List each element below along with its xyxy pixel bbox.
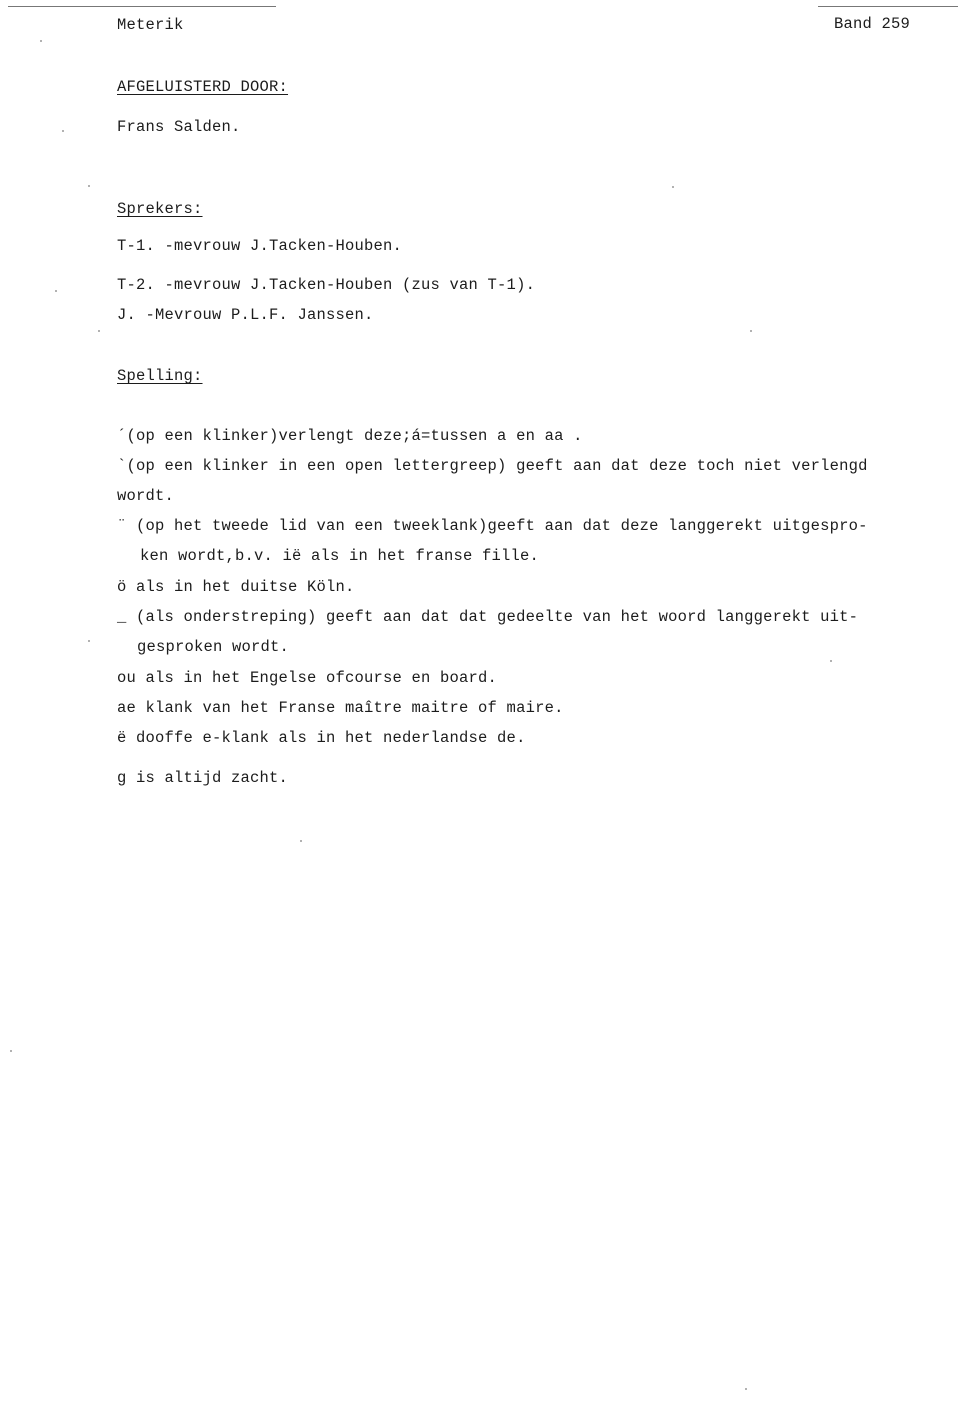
scan-speck [55,290,57,292]
header-place: Meterik [117,16,184,34]
spelling-line: ö als in het duitse Köln. [117,578,355,596]
scan-speck [672,186,674,188]
scan-speck [300,840,302,842]
speakers-label: Sprekers: [117,200,203,218]
scan-speck [88,640,90,642]
header-band: Band 259 [834,15,911,33]
speaker-item: J. -Mevrouw P.L.F. Janssen. [117,306,374,324]
spelling-line: gesproken wordt. [137,638,290,656]
spelling-line: ´(op een klinker)verlengt deze;á=tussen a en aa . [117,427,583,445]
spelling-line: ken wordt,b.v. ië als in het franse fille. [140,547,540,565]
spelling-line: ë dooffe e-klank als in het nederlandse de. [117,729,526,747]
spelling-line: `(op een klinker in een open lettergreep) geeft aan dat deze toch niet verlengd [117,457,868,475]
scan-speck [10,1050,12,1052]
scan-speck [88,185,90,187]
spelling-line: wordt. [117,487,175,505]
top-rule-left [8,6,276,7]
scan-speck [62,130,64,132]
spelling-line: ¨ (op het tweede lid van een tweeklank)geeft aan dat deze langgerekt uitgespro- [117,517,868,535]
scan-speck [98,330,100,332]
spelling-line: ou als in het Engelse ofcourse en board. [117,669,498,687]
speaker-item: T-1. -mevrouw J.Tacken-Houben. [117,237,403,255]
spelling-line: _ (als onderstreping) geeft aan dat dat gedeelte van het woord langgerekt uit- [117,608,859,626]
scan-speck [830,660,832,662]
scan-speck [745,1388,747,1390]
recorded-by-name: Frans Salden. [117,118,241,136]
spelling-line: ae klank van het Franse maître maitre of maire. [117,699,564,717]
recorded-by-label: AFGELUISTERD DOOR: [117,78,289,96]
scan-speck [750,330,752,332]
top-rule-right [818,6,958,7]
spelling-line: g is altijd zacht. [117,769,289,787]
spelling-label: Spelling: [117,367,203,385]
speaker-item: T-2. -mevrouw J.Tacken-Houben (zus van T-1). [117,276,536,294]
scan-speck [40,40,42,42]
